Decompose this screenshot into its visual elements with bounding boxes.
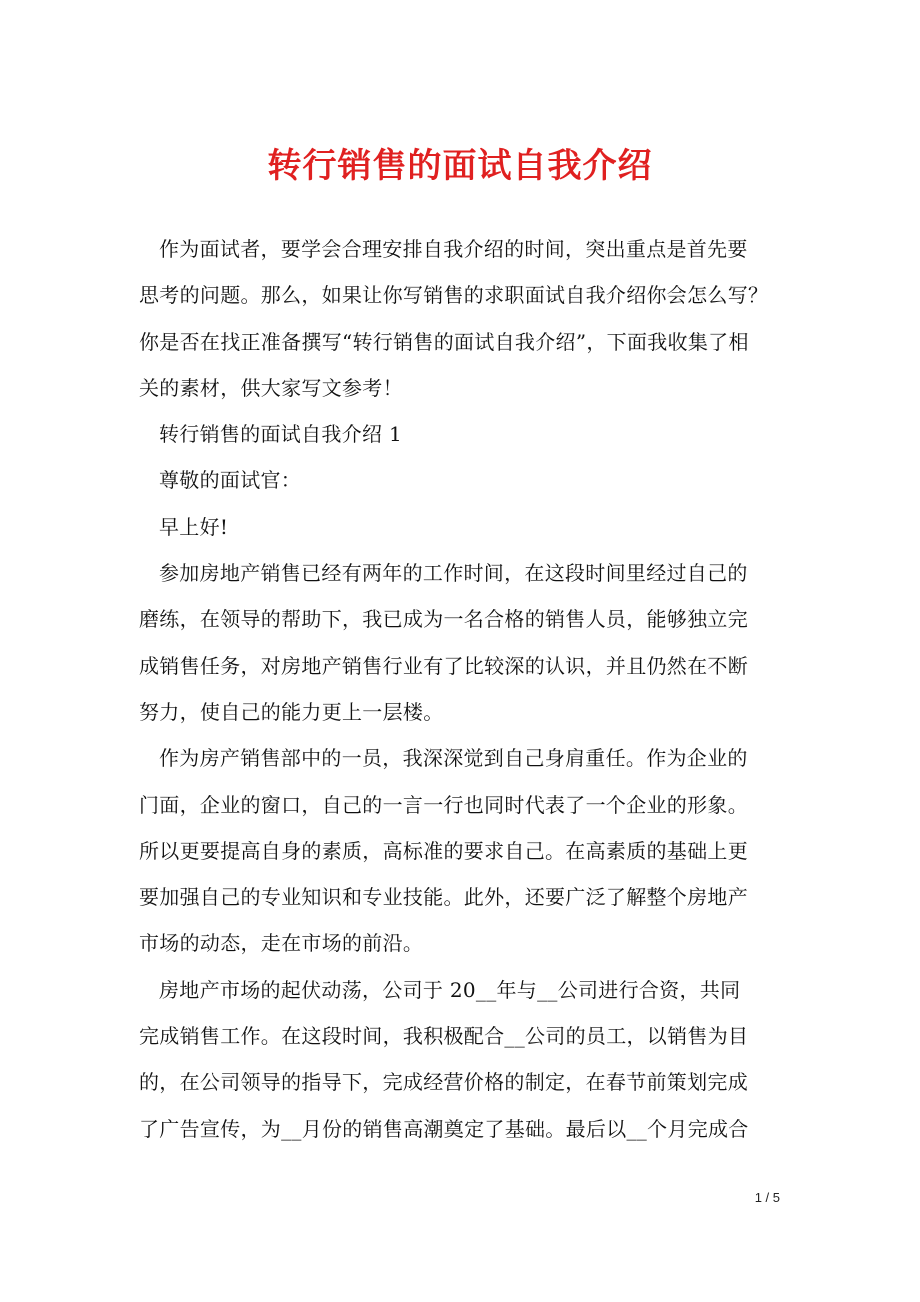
paragraph-market bbox=[139, 967, 787, 1152]
text-line: 早上好! bbox=[159, 514, 229, 539]
paragraph-experience bbox=[139, 550, 787, 735]
paragraph-intro bbox=[139, 226, 787, 411]
text-line: 所以更要提高自身的素质，高标准的要求自己。在高素质的基础上更 bbox=[139, 838, 748, 863]
text-line: 市场的动态，走在市场的前沿。 bbox=[139, 931, 424, 956]
paragraph-salutation bbox=[139, 457, 787, 503]
paragraph-heading bbox=[139, 411, 787, 457]
document-title: 转行销售的面试自我介绍 bbox=[267, 146, 653, 186]
text-line: 了广告宣传，为__月份的销售高潮奠定了基础。最后以__个月完成合 bbox=[139, 1116, 749, 1141]
text-line: 门面，企业的窗口，自己的一言一行也同时代表了一个企业的形象。 bbox=[139, 792, 748, 817]
text-line: 关的素材，供大家写文参考！ bbox=[139, 375, 403, 400]
paragraph-greeting bbox=[139, 504, 787, 550]
text-line: 你是否在找正准备撰写“转行销售的面试自我介绍”，下面我收集了相 bbox=[139, 329, 749, 354]
text-line: 作为房产销售部中的一员，我深深觉到自己身肩重任。作为企业的 bbox=[159, 746, 748, 771]
text-line: 努力，使自己的能力更上一层楼。 bbox=[139, 699, 444, 724]
text-line: 思考的问题。那么，如果让你写销售的求职面试自我介绍你会怎么写？ bbox=[139, 283, 769, 308]
paragraph-responsibility bbox=[139, 735, 787, 966]
text-line: 成销售任务，对房地产销售行业有了比较深的认识，并且仍然在不断 bbox=[139, 653, 748, 678]
text-line: 要加强自己的专业知识和专业技能。此外，还要广泛了解整个房地产 bbox=[139, 885, 748, 910]
text-line: 转行销售的面试自我介绍 1 bbox=[159, 422, 402, 447]
text-line: 磨练，在领导的帮助下，我已成为一名合格的销售人员，能够独立完 bbox=[139, 607, 748, 632]
text-line: 尊敬的面试官： bbox=[159, 468, 302, 493]
page-number: 1 / 5 bbox=[754, 1190, 780, 1205]
text-line: 房地产市场的起伏动荡，公司于 20__年与__公司进行合资，共同 bbox=[159, 977, 741, 1002]
text-line: 作为面试者，要学会合理安排自我介绍的时间，突出重点是首先要 bbox=[159, 237, 748, 261]
text-line: 完成销售工作。在这段时间，我积极配合__公司的员工，以销售为目 bbox=[139, 1024, 749, 1049]
document-body bbox=[139, 226, 787, 1152]
text-line: 参加房地产销售已经有两年的工作时间，在这段时间里经过自己的 bbox=[159, 561, 748, 586]
text-line: 的，在公司领导的指导下，完成经营价格的制定，在春节前策划完成 bbox=[139, 1070, 748, 1095]
